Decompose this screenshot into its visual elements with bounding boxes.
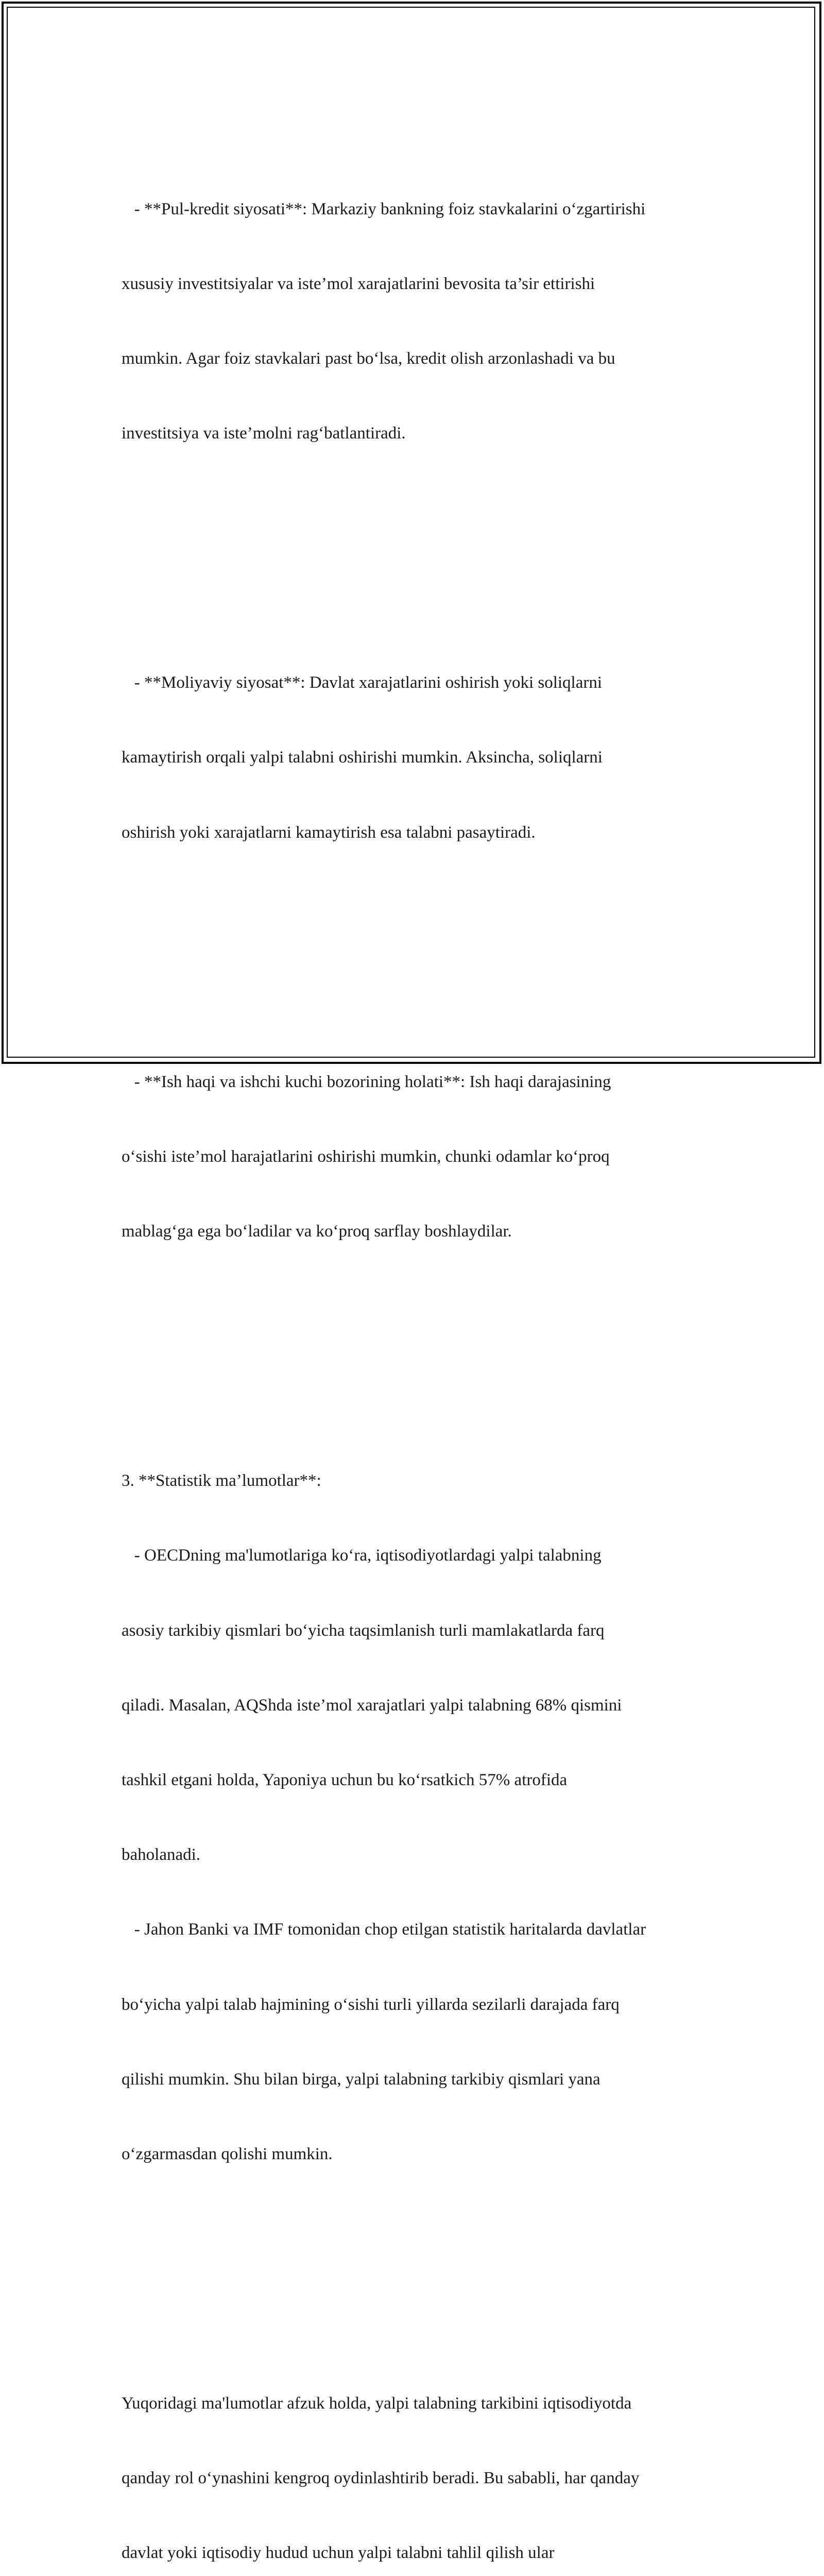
- text-line: o‘zgarmasdan qolishi mumkin.: [122, 2144, 333, 2163]
- text-line: mumkin. Agar foiz stavkalari past bo‘lsa, kredit olish arzonlashadi va bu: [122, 349, 615, 368]
- text-line: asosiy tarkibiy qismlari bo‘yicha taqsimlanish turli mamlakatlarda farq: [122, 1621, 605, 1640]
- paragraph-labor-market: [122, 1020, 709, 1294]
- text-line: - Jahon Banki va IMF tomonidan chop etilgan statistik haritalarda davlatlar: [122, 1920, 646, 1939]
- text-line: tashkil etgani holda, Yaponiya uchun bu ko‘rsatkich 57% atrofida: [122, 1770, 568, 1789]
- paragraph-spacer: [122, 546, 709, 570]
- paragraph-statistics: [122, 1418, 709, 2216]
- paragraph-conclusion: [122, 2341, 709, 2576]
- text-line: qanday rol o‘ynashini kengroq oydinlashtirib beradi. Bu sababli, har qanday: [122, 2469, 640, 2488]
- text-line: - **Moliyaviy siyosat**: Davlat xarajatlarini oshirish yoki soliqlarni: [122, 673, 603, 692]
- text-line: xususiy investitsiyalar va iste’mol xarajatlarini bevosita ta’sir ettirishi: [122, 274, 595, 293]
- paragraph-spacer: [122, 945, 709, 970]
- text-line: - **Ish haqi va ishchi kuchi bozorining holati**: Ish haqi darajasining: [122, 1072, 611, 1091]
- text-line: kamaytirish orqali yalpi talabni oshirishi mumkin. Aksincha, soliqlarni: [122, 748, 603, 767]
- text-line: baholanadi.: [122, 1845, 201, 1865]
- text-line: davlat yoki iqtisodiy hudud uchun yalpi talabni tahlil qilish ular: [122, 2544, 555, 2563]
- text-line: qiladi. Masalan, AQShda iste’mol xarajatlari yalpi talabning 68% qismini: [122, 1696, 622, 1715]
- text-line: - **Pul-kredit siyosati**: Markaziy bankning foiz stavkalarini o‘zgartirishi: [122, 199, 646, 218]
- paragraph-fiscal-policy: [122, 620, 709, 894]
- paragraph-monetary-policy: [122, 147, 709, 496]
- text-line: bo‘yicha yalpi talab hajmining o‘sishi turli yillarda sezilarli darajada farq: [122, 1995, 620, 2014]
- text-line: qilishi mumkin. Shu bilan birga, yalpi talabning tarkibiy qismlari yana: [122, 2070, 600, 2089]
- paragraph-spacer: [122, 1344, 709, 1368]
- text-line: o‘sishi iste’mol harajatlarini oshirishi mumkin, chunki odamlar ko‘proq: [122, 1147, 610, 1166]
- document-body: [122, 97, 709, 2576]
- paragraph-spacer: [122, 2266, 709, 2291]
- text-line: oshirish yoki xarajatlarni kamaytirish esa talabni pasaytiradi.: [122, 823, 536, 842]
- text-line: mablag‘ga ega bo‘ladilar va ko‘proq sarflay boshlaydilar.: [122, 1222, 512, 1241]
- text-line: - OECDning ma'lumotlariga ko‘ra, iqtisodiyotlardagi yalpi talabning: [122, 1546, 602, 1565]
- text-line: investitsiya va iste’molni rag‘batlantiradi.: [122, 424, 406, 443]
- text-line: 3. **Statistik ma’lumotlar**:: [122, 1471, 321, 1490]
- text-line: Yuqoridagi ma'lumotlar afzuk holda, yalpi talabning tarkibini iqtisodiyotda: [122, 2394, 632, 2413]
